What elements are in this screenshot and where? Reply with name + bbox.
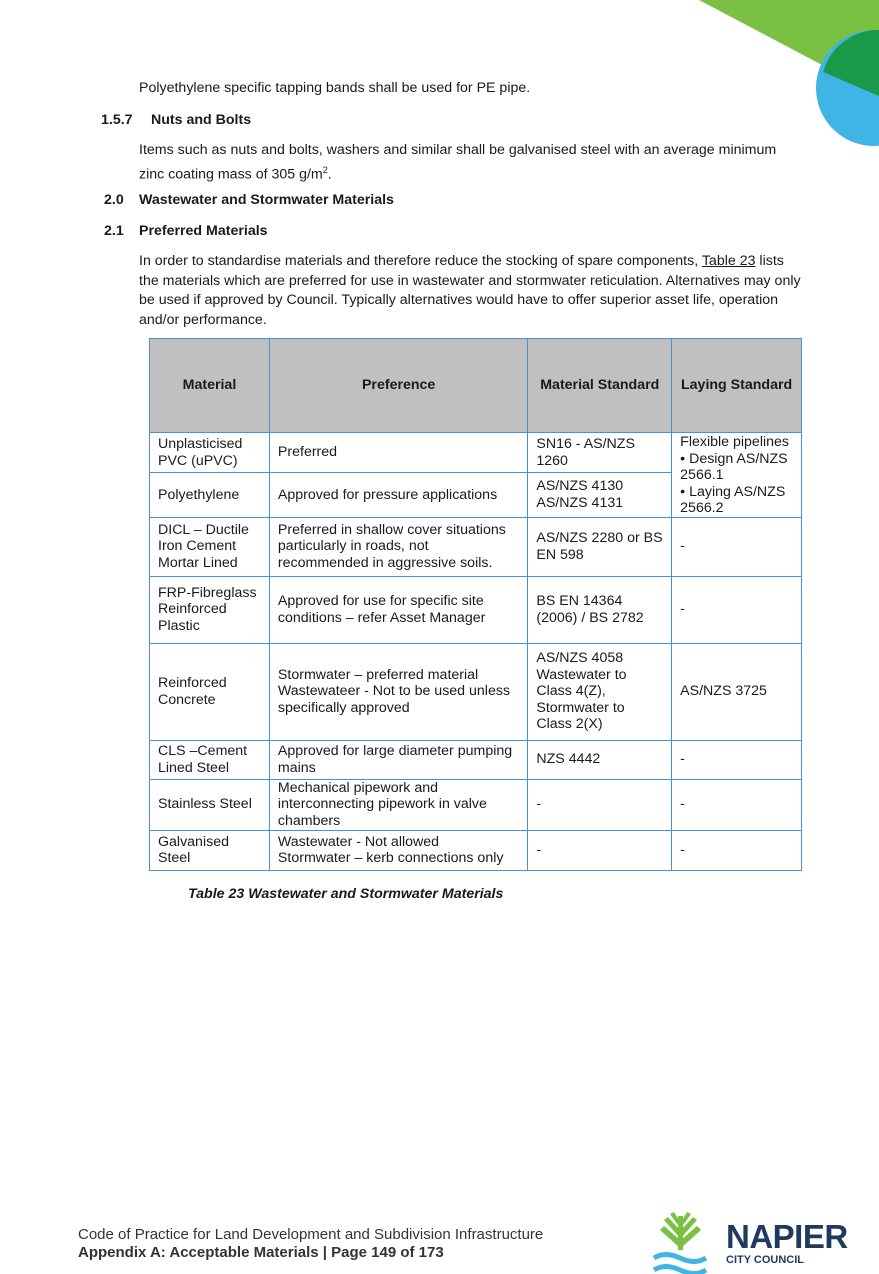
cell-preference: Preferred in shallow cover situations particularly in roads, not recommended in aggressive soils. — [269, 517, 527, 576]
table-23-link[interactable]: Table 23 — [701, 253, 756, 269]
header-material-standard: Material Standard — [528, 339, 672, 433]
cell-preference: Mechanical pipework and interconnecting pipework in valve chambers — [269, 779, 527, 830]
materials-table — [149, 338, 802, 871]
cell-standard: - — [528, 830, 672, 870]
cell-standard: AS/NZS 2280 or BS EN 598 — [528, 517, 672, 576]
cell-standard: AS/NZS 4058 Wastewater to Class 4(Z), Stormwater to Class 2(X) — [528, 643, 672, 740]
table-caption: Table 23 Wastewater and Stormwater Materials — [188, 886, 504, 902]
table-row — [150, 517, 802, 576]
preferred-materials-paragraph: In order to standardise materials and therefore reduce the stocking of spare components, Table 23 lists the materials which are preferred for use in wastewater and stormwater reticulation. Alternatives may only be used if approved by Council. Typically alternatives would have to offer superior asset life, operation and/or performance. — [139, 253, 801, 328]
table-row — [150, 433, 802, 473]
table-row — [150, 576, 802, 643]
section-title: Wastewater and Stormwater Materials — [139, 192, 394, 208]
table-row — [150, 830, 802, 870]
header-laying-standard: Laying Standard — [672, 339, 802, 433]
section-number: 2.1 — [104, 223, 124, 239]
cell-laying: - — [672, 779, 802, 830]
cell-standard: NZS 4442 — [528, 740, 672, 779]
cell-preference: Stormwater – preferred material Wastewateer - Not to be used unless specifically approved — [269, 643, 527, 740]
cell-material: DICL – Ductile Iron Cement Mortar Lined — [150, 517, 270, 576]
footer-page-info: Appendix A: Acceptable Materials | Page 149 of 173 — [78, 1244, 444, 1261]
header-material: Material — [150, 339, 270, 433]
header-preference: Preference — [269, 339, 527, 433]
cell-material: Reinforced Concrete — [150, 643, 270, 740]
cell-preference: Approved for large diameter pumping mains — [269, 740, 527, 779]
nuts-bolts-paragraph: Items such as nuts and bolts, washers and similar shall be galvanised steel with an average minimum zinc coating mass of 305 $g/m^2$. — [139, 142, 777, 183]
cell-preference: Approved for use for specific site conditions – refer Asset Manager — [269, 576, 527, 643]
cell-laying: AS/NZS 3725 — [672, 643, 802, 740]
cell-standard: - — [528, 779, 672, 830]
cell-material: Galvanised Steel — [150, 830, 270, 870]
cell-laying-shared: Flexible pipelines • Design AS/NZS 2566.1 • Laying AS/NZS 2566.2 — [672, 433, 802, 518]
corner-decoration — [699, 0, 879, 160]
napier-logo — [650, 1208, 850, 1274]
cell-laying: - — [672, 830, 802, 870]
cell-preference: Preferred — [269, 433, 527, 473]
section-2-1-heading — [104, 223, 268, 239]
cell-laying: - — [672, 517, 802, 576]
cell-standard: BS EN 14364 (2006) / BS 2782 — [528, 576, 672, 643]
cell-material: Polyethylene — [150, 473, 270, 517]
cell-standard: SN16 - AS/NZS 1260 — [528, 433, 672, 473]
footer-title: Code of Practice for Land Development and Subdivision Infrastructure — [78, 1226, 544, 1243]
section-title: Preferred Materials — [139, 223, 268, 239]
table-row — [150, 740, 802, 779]
table-header-row — [150, 339, 802, 433]
table-row — [150, 779, 802, 830]
section-number: 2.0 — [104, 192, 124, 208]
logo-name: NAPIER — [726, 1218, 848, 1255]
logo-sub: CITY COUNCIL — [726, 1254, 805, 1266]
table-row — [150, 643, 802, 740]
intro-line: Polyethylene specific tapping bands shall be used for PE pipe. — [139, 80, 531, 96]
cell-material: FRP-Fibreglass Reinforced Plastic — [150, 576, 270, 643]
section-1-5-7-heading — [101, 112, 251, 128]
section-title: Nuts and Bolts — [151, 112, 252, 128]
cell-material: Unplasticised PVC (uPVC) — [150, 433, 270, 473]
section-number: 1.5.7 — [101, 112, 133, 128]
cell-material: CLS –Cement Lined Steel — [150, 740, 270, 779]
cell-preference: Wastewater - Not allowed Stormwater – kerb connections only — [269, 830, 527, 870]
cell-preference: Approved for pressure applications — [269, 473, 527, 517]
cell-laying: - — [672, 740, 802, 779]
section-2-0-heading — [104, 192, 394, 208]
cell-laying: - — [672, 576, 802, 643]
cell-material: Stainless Steel — [150, 779, 270, 830]
fern-icon — [650, 1208, 720, 1274]
cell-standard: AS/NZS 4130 AS/NZS 4131 — [528, 473, 672, 517]
